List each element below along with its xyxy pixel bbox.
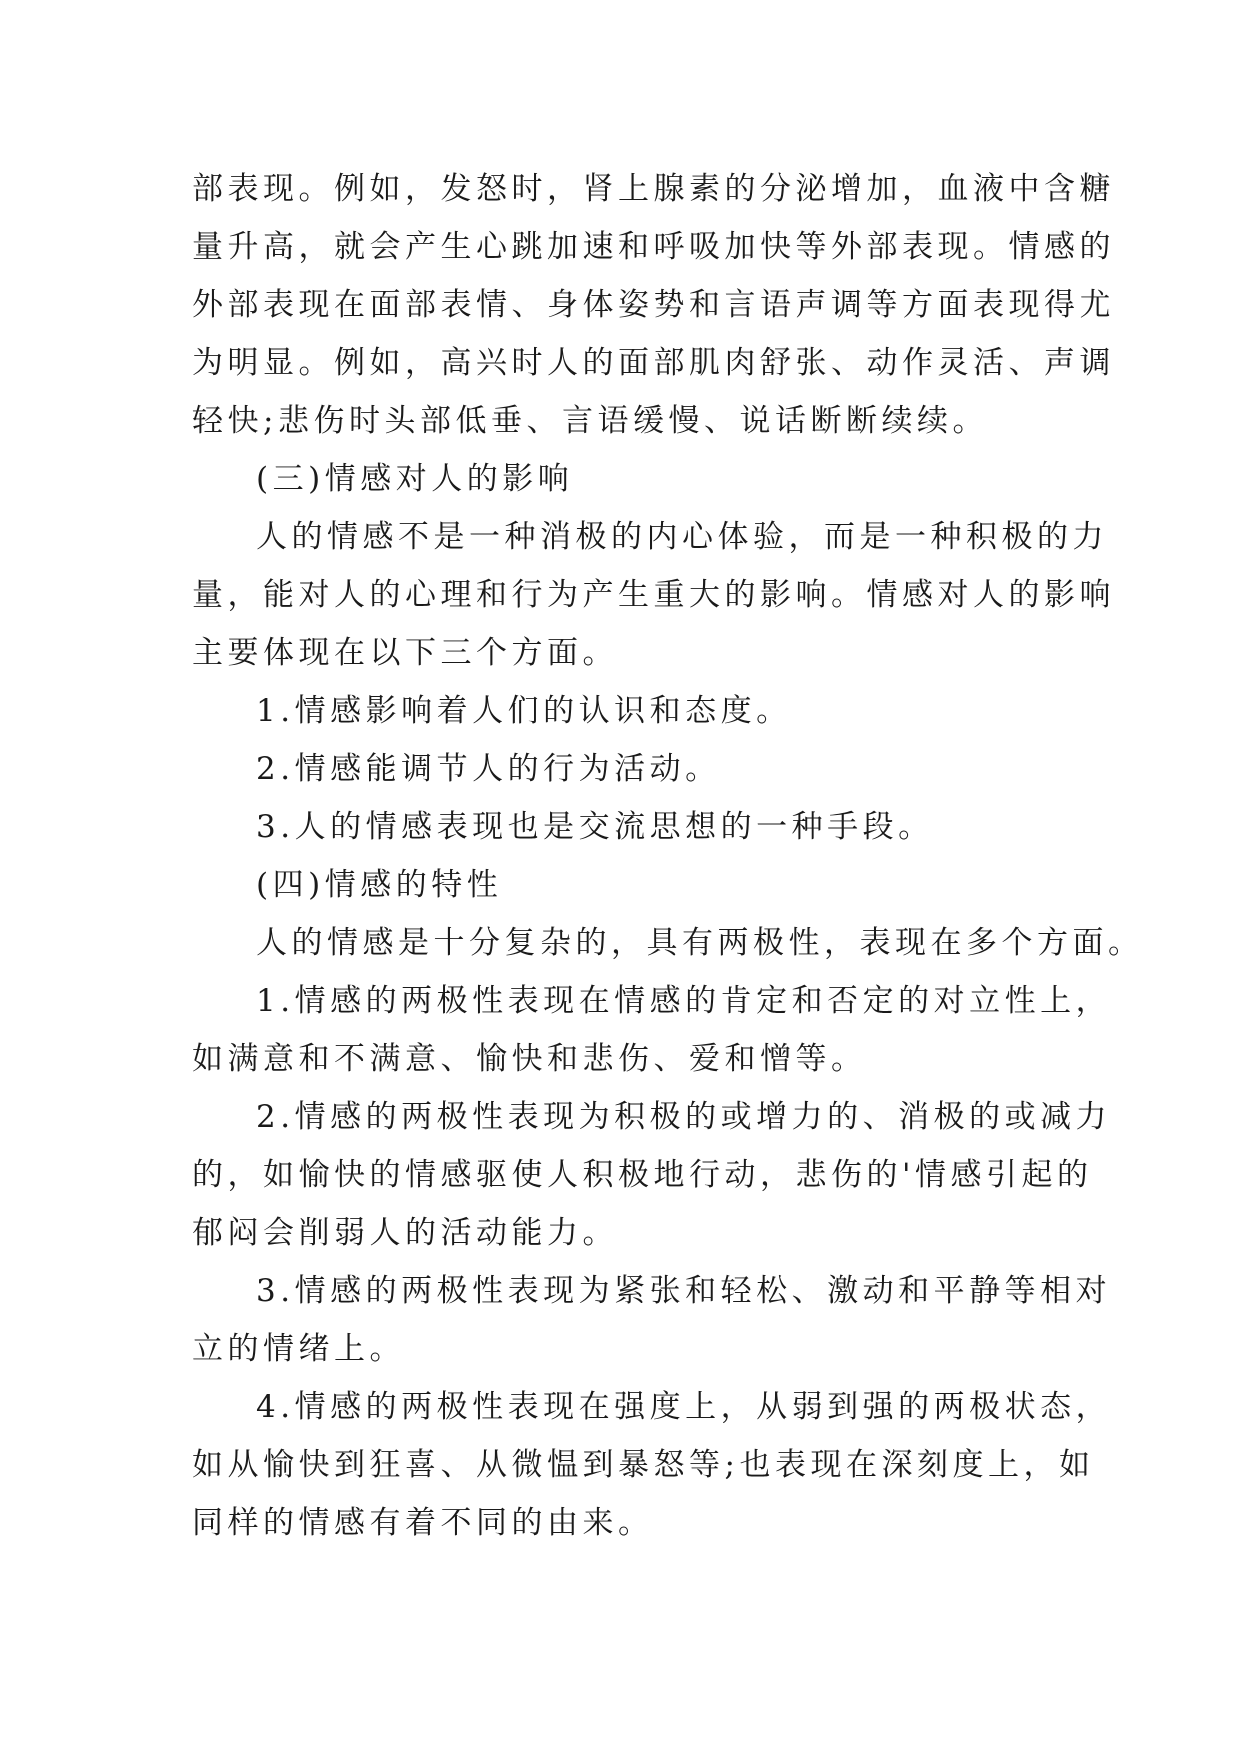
paragraph-h3 xyxy=(192,450,1052,508)
paragraph-i1 xyxy=(192,682,1052,740)
paragraph-p3 xyxy=(192,914,1144,972)
text-line: 郁闷会削弱人的活动能力。 xyxy=(192,1215,618,1251)
paragraph-i2 xyxy=(192,740,1052,798)
text-line: (四)情感的特性 xyxy=(256,867,503,903)
text-line: 立的情绪上。 xyxy=(192,1331,405,1367)
text-line: 1.情感影响着人们的认识和态度。 xyxy=(256,693,792,729)
text-line: 2.情感能调节人的行为活动。 xyxy=(256,751,721,787)
text-line: 人的情感不是一种消极的内心体验，而是一种积极的力 xyxy=(256,519,1108,555)
paragraph-p7 xyxy=(192,1378,1112,1552)
text-line: 3.情感的两极性表现为紧张和轻松、激动和平静等相对 xyxy=(256,1273,1112,1309)
paragraph-p6 xyxy=(192,1262,1112,1378)
text-line: 外部表现在面部表情、身体姿势和言语声调等方面表现得尤 xyxy=(192,287,1115,323)
text-line: 人的情感是十分复杂的，具有两极性，表现在多个方面。 xyxy=(256,925,1144,961)
text-line: 1.情感的两极性表现在情感的肯定和否定的对立性上， xyxy=(256,983,1112,1019)
text-line: 如从愉快到狂喜、从微愠到暴怒等;也表现在深刻度上，如 xyxy=(192,1447,1095,1483)
text-line: (三)情感对人的影响 xyxy=(256,461,574,497)
paragraph-p1 xyxy=(192,160,1115,450)
paragraph-h4 xyxy=(192,856,1052,914)
paragraph-i3 xyxy=(192,798,1052,856)
text-line: 4.情感的两极性表现在强度上，从弱到强的两极状态， xyxy=(256,1389,1112,1425)
text-line: 量，能对人的心理和行为产生重大的影响。情感对人的影响 xyxy=(192,577,1115,613)
text-line: 2.情感的两极性表现为积极的或增力的、消极的或减力 xyxy=(256,1099,1112,1135)
document-body xyxy=(192,160,1144,1552)
text-line: 部表现。例如，发怒时，肾上腺素的分泌增加，血液中含糖 xyxy=(192,171,1115,207)
text-line: 如满意和不满意、愉快和悲伤、爱和憎等。 xyxy=(192,1041,867,1077)
paragraph-p5 xyxy=(192,1088,1112,1262)
paragraph-p4 xyxy=(192,972,1112,1088)
text-line: 量升高，就会产生心跳加速和呼吸加快等外部表现。情感的 xyxy=(192,229,1115,265)
text-line: 为明显。例如，高兴时人的面部肌肉舒张、动作灵活、声调 xyxy=(192,345,1115,381)
text-line: 3.人的情感表现也是交流思想的一种手段。 xyxy=(256,809,934,845)
text-line: 同样的情感有着不同的由来。 xyxy=(192,1505,654,1541)
text-line: 轻快;悲伤时头部低垂、言语缓慢、说话断断续续。 xyxy=(192,403,988,439)
text-line: 的，如愉快的情感驱使人积极地行动，悲伤的'情感引起的 xyxy=(192,1157,1093,1193)
text-line: 主要体现在以下三个方面。 xyxy=(192,635,618,671)
paragraph-p2 xyxy=(192,508,1115,682)
